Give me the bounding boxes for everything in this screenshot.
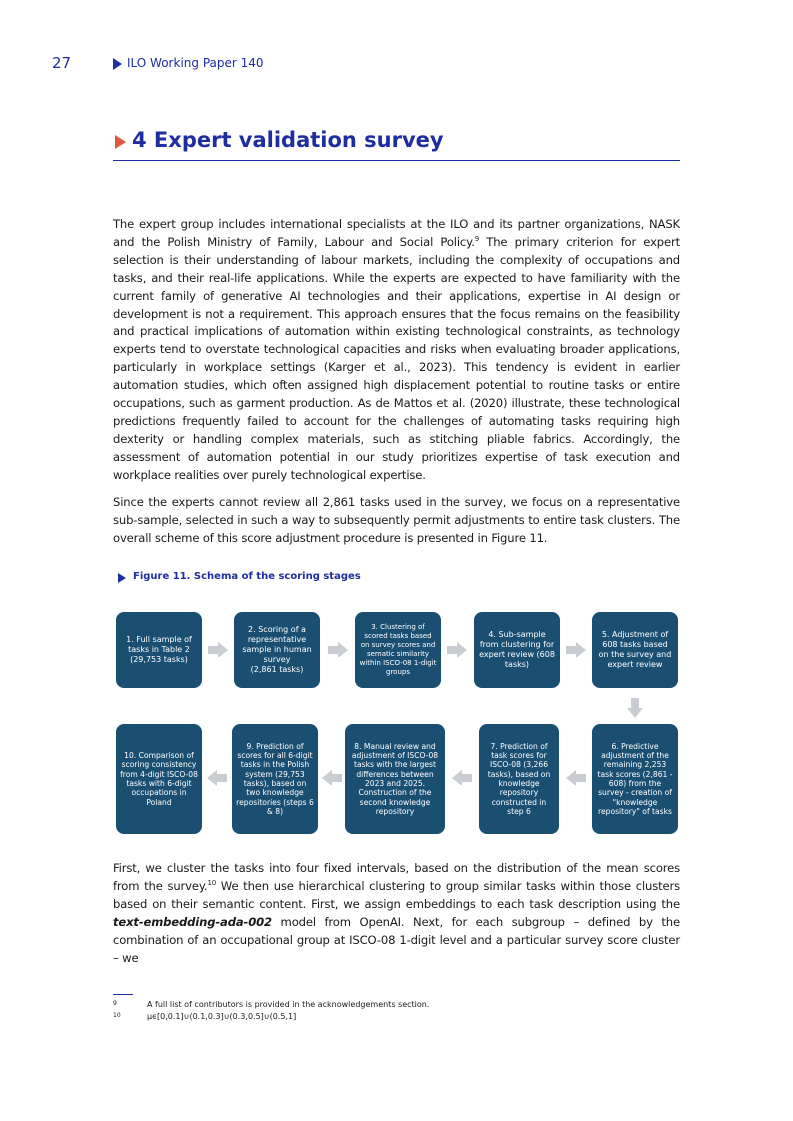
- arrow-right-icon: [328, 642, 348, 658]
- arrow-right-icon: [208, 642, 228, 658]
- figure-caption: Figure 11. Schema of the scoring stages: [133, 571, 361, 582]
- p1-text-a: The expert group includes international specialists at the ILO and its partner organizations, NASK and the Polish Ministry of Family, Labour and Social Policy.: [113, 217, 680, 249]
- step-7-box: 7. Prediction of task scores for ISCO-08 (3,266 tasks), based on knowledge repository constructed in step 6: [479, 724, 559, 834]
- step-1-box: 1. Full sample of tasks in Table 2 (29,753 tasks): [116, 612, 202, 688]
- footnote-divider: [113, 994, 133, 995]
- section-divider: [113, 160, 680, 161]
- section-arrow-icon: [115, 135, 126, 149]
- step-6-box: 6. Predictive adjustment of the remaining 2,253 task scores (2,861 - 608) from the survey - creation of "knowledge repository" of tasks: [592, 724, 678, 834]
- model-name: text-embedding-ada-002: [113, 914, 272, 929]
- step-9-box: 9. Prediction of scores for all 6-digit tasks in the Polish system (29,753 tasks), based on two knowledge repositories (steps 6 & 8): [232, 724, 318, 834]
- footnote-10: [113, 1010, 673, 1022]
- arrow-left-icon: [452, 770, 472, 786]
- step-4-box: 4. Sub-sample from clustering for expert review (608 tasks): [474, 612, 560, 688]
- section-title: 4 Expert validation survey: [132, 128, 444, 152]
- arrow-right-icon: [447, 642, 467, 658]
- arrow-down-icon: [627, 698, 643, 718]
- footnote-marker: 9: [113, 1000, 117, 1007]
- step-8-box: 8. Manual review and adjustment of ISCO-08 tasks with the largest differences between 2023 and 2025. Construction of the second knowledge repository: [345, 724, 445, 834]
- step-3-box: 3. Clustering of scored tasks based on survey scores and sematic similarity within ISCO-08 1-digit groups: [355, 612, 441, 688]
- arrow-left-icon: [566, 770, 586, 786]
- page-number: 27: [52, 54, 72, 72]
- p3-text-a: First, we cluster the tasks into four fixed intervals, based on the distribution of the mean scores from the survey.: [113, 861, 680, 893]
- arrow-right-icon: [566, 642, 586, 658]
- paragraph-3: [113, 860, 680, 967]
- step-10-box: 10. Comparison of scoring consistency from 4-digit ISCO-08 tasks with 6-digit occupations in Poland: [116, 724, 202, 834]
- arrow-left-icon: [322, 770, 342, 786]
- footnote-text: A full list of contributors is provided in the acknowledgements section.: [147, 1000, 430, 1009]
- p3-text-b: We then use hierarchical clustering to group similar tasks within those clusters based on their semantic content. First, we assign embeddings to each task description using the: [113, 878, 680, 911]
- footnote-ref-10[interactable]: 10: [207, 878, 217, 887]
- footnote-9: [113, 998, 673, 1010]
- running-title: ILO Working Paper 140: [127, 56, 264, 70]
- header-arrow-icon: [113, 58, 122, 70]
- paragraph-1: [113, 216, 680, 485]
- footnote-ref-9[interactable]: 9: [474, 234, 480, 243]
- arrow-left-icon: [207, 770, 227, 786]
- footnote-text: µϵ[0,0.1]∪(0.1,0.3]∪(0.3,0.5]∪(0.5,1]: [147, 1012, 297, 1021]
- footnote-marker: 10: [113, 1012, 121, 1019]
- step-5-box: 5. Adjustment of 608 tasks based on the survey and expert review: [592, 612, 678, 688]
- p1-text-b: The primary criterion for expert selection is their understanding of labour markets, including the complexity of occupations and tasks, and their real-life applications. While the experts are expected to have familiarity with the current family of generative AI technologies and their applications, expertise in AI design or development is not a requirement. This approach ensures that the focus remains on the feasibility and practical implications of automation within existing technological constraints, as technology experts tend to overstate technological capacities and risks when evaluating broader applications, particularly in workplace settings (Karger et al., 2023). This tendency is evident in earlier automation studies, which often assigned high displacement potential to routine tasks or entire occupations, such as garment production. As de Mattos et al. (2020) illustrate, these technological predictions frequently failed to account for the challenges of automating tasks requiring high dexterity or handling complex materials, such as stitching pliable fabrics. Accordingly, the assessment of automation potential in our study prioritizes expertise of task execution and workplace realities over purely technological expertise.: [113, 234, 680, 482]
- step-2-box: 2. Scoring of a representative sample in human survey (2,861 tasks): [234, 612, 320, 688]
- paragraph-2: Since the experts cannot review all 2,861 tasks used in the survey, we focus on a representative sub-sample, selected in such a way to subsequently permit adjustments to entire task clusters. The overall scheme of this score adjustment procedure is presented in Figure 11.: [113, 495, 680, 545]
- p3-text-c: model from OpenAI. Next, for each subgroup – defined by the combination of an occupational group at ISCO-08 1-digit level and a particular survey score cluster – we: [113, 914, 680, 965]
- figure-arrow-icon: [118, 573, 126, 583]
